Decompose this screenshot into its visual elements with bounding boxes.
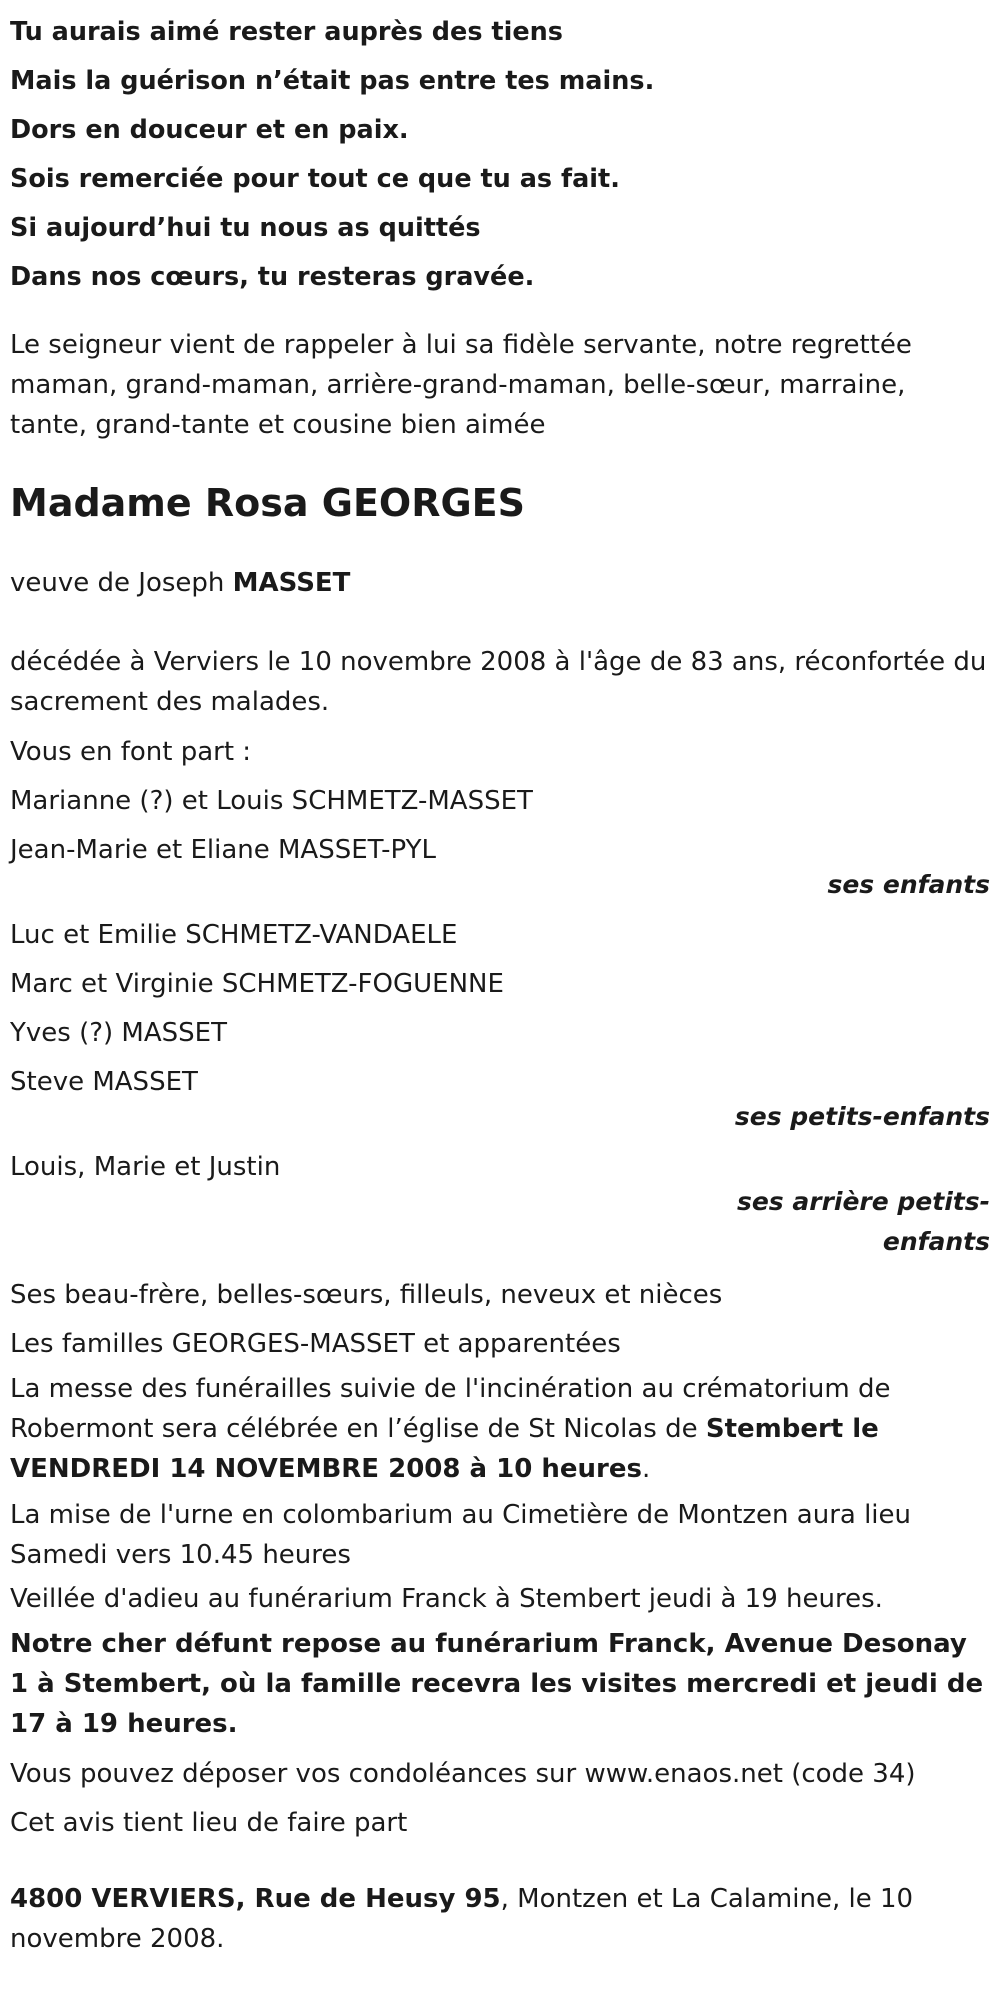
- list-item: Yves (?) MASSET: [10, 1018, 227, 1048]
- list-item: Steve MASSET: [10, 1067, 198, 1097]
- list-item: Louis, Marie et Justin: [10, 1152, 281, 1182]
- announce-line: Vous en font part :: [10, 737, 252, 767]
- mass-end: .: [641, 1454, 651, 1484]
- children-label: ses enfants: [827, 870, 990, 899]
- address-rest: , Montzen et La Calamine, le 10 novembre 2008.: [10, 1884, 914, 1954]
- great-grandchildren-label: ses arrière petits-enfants: [736, 1187, 990, 1256]
- urn-placement: La mise de l'urne en colombarium au Cimetière de Montzen aura lieu Samedi vers 10.45 heures: [10, 1500, 911, 1570]
- poem-line: Dans nos cœurs, tu resteras gravée.: [10, 262, 535, 292]
- poem: [10, 8, 990, 302]
- condolences-line: Vous pouvez déposer vos condoléances sur www.enaos.net (code 34): [10, 1759, 916, 1789]
- widow-line: [10, 559, 990, 608]
- list-item: Luc et Emilie SCHMETZ-VANDAELE: [10, 920, 458, 950]
- poem-line: Tu aurais aimé rester auprès des tiens: [10, 17, 563, 47]
- families-line: Les familles GEORGES-MASSET et apparentées: [10, 1329, 621, 1359]
- list-item: Marc et Virginie SCHMETZ-FOGUENNE: [10, 969, 504, 999]
- poem-line: Mais la guérison n’était pas entre tes mains.: [10, 66, 655, 96]
- list-item: Jean-Marie et Eliane MASSET-PYL: [10, 835, 437, 865]
- mass-text: La messe des funérailles suivie de l'incinération au crématorium de Robermont sera célébrée en l’église de St Nicolas de: [10, 1374, 891, 1444]
- widow-surname: MASSET: [232, 568, 351, 598]
- intro-paragraph: Le seigneur vient de rappeler à lui sa fidèle servante, notre regrettée maman, grand-maman, arrière-grand-maman, belle-sœur, marraine, tante, grand-tante et cousine bien aimée: [10, 330, 912, 440]
- widow-prefix: veuve de Joseph: [10, 568, 233, 598]
- grandchildren-label: ses petits-enfants: [734, 1102, 990, 1131]
- notice-line: Cet avis tient lieu de faire part: [10, 1808, 408, 1838]
- mass-date: Stembert le VENDREDI 14 NOVEMBRE 2008 à 10 heures: [10, 1414, 879, 1484]
- address-line: [10, 1879, 990, 1959]
- relatives-line: Ses beau-frère, belles-sœurs, filleuls, neveux et nièces: [10, 1280, 723, 1310]
- children-list: [10, 777, 990, 875]
- grandchildren-list: [10, 911, 990, 1107]
- address-street: 4800 VERVIERS, Rue de Heusy 95: [10, 1884, 501, 1914]
- list-item: Marianne (?) et Louis SCHMETZ-MASSET: [10, 786, 533, 816]
- funeral-mass: [10, 1369, 990, 1489]
- poem-line: Si aujourd’hui tu nous as quittés: [10, 213, 481, 243]
- death-details: décédée à Verviers le 10 novembre 2008 à l'âge de 83 ans, réconfortée du sacrement des malades.: [10, 647, 987, 717]
- poem-line: Dors en douceur et en paix.: [10, 115, 409, 145]
- deceased-name: Madame Rosa GEORGES: [10, 481, 525, 525]
- visitation: Notre cher défunt repose au funérarium Franck, Avenue Desonay 1 à Stembert, où la famille recevra les visites mercredi et jeudi de 17 à 19 heures.: [10, 1629, 984, 1739]
- poem-line: Sois remerciée pour tout ce que tu as fait.: [10, 164, 620, 194]
- vigil-line: Veillée d'adieu au funérarium Franck à Stembert jeudi à 19 heures.: [10, 1584, 883, 1614]
